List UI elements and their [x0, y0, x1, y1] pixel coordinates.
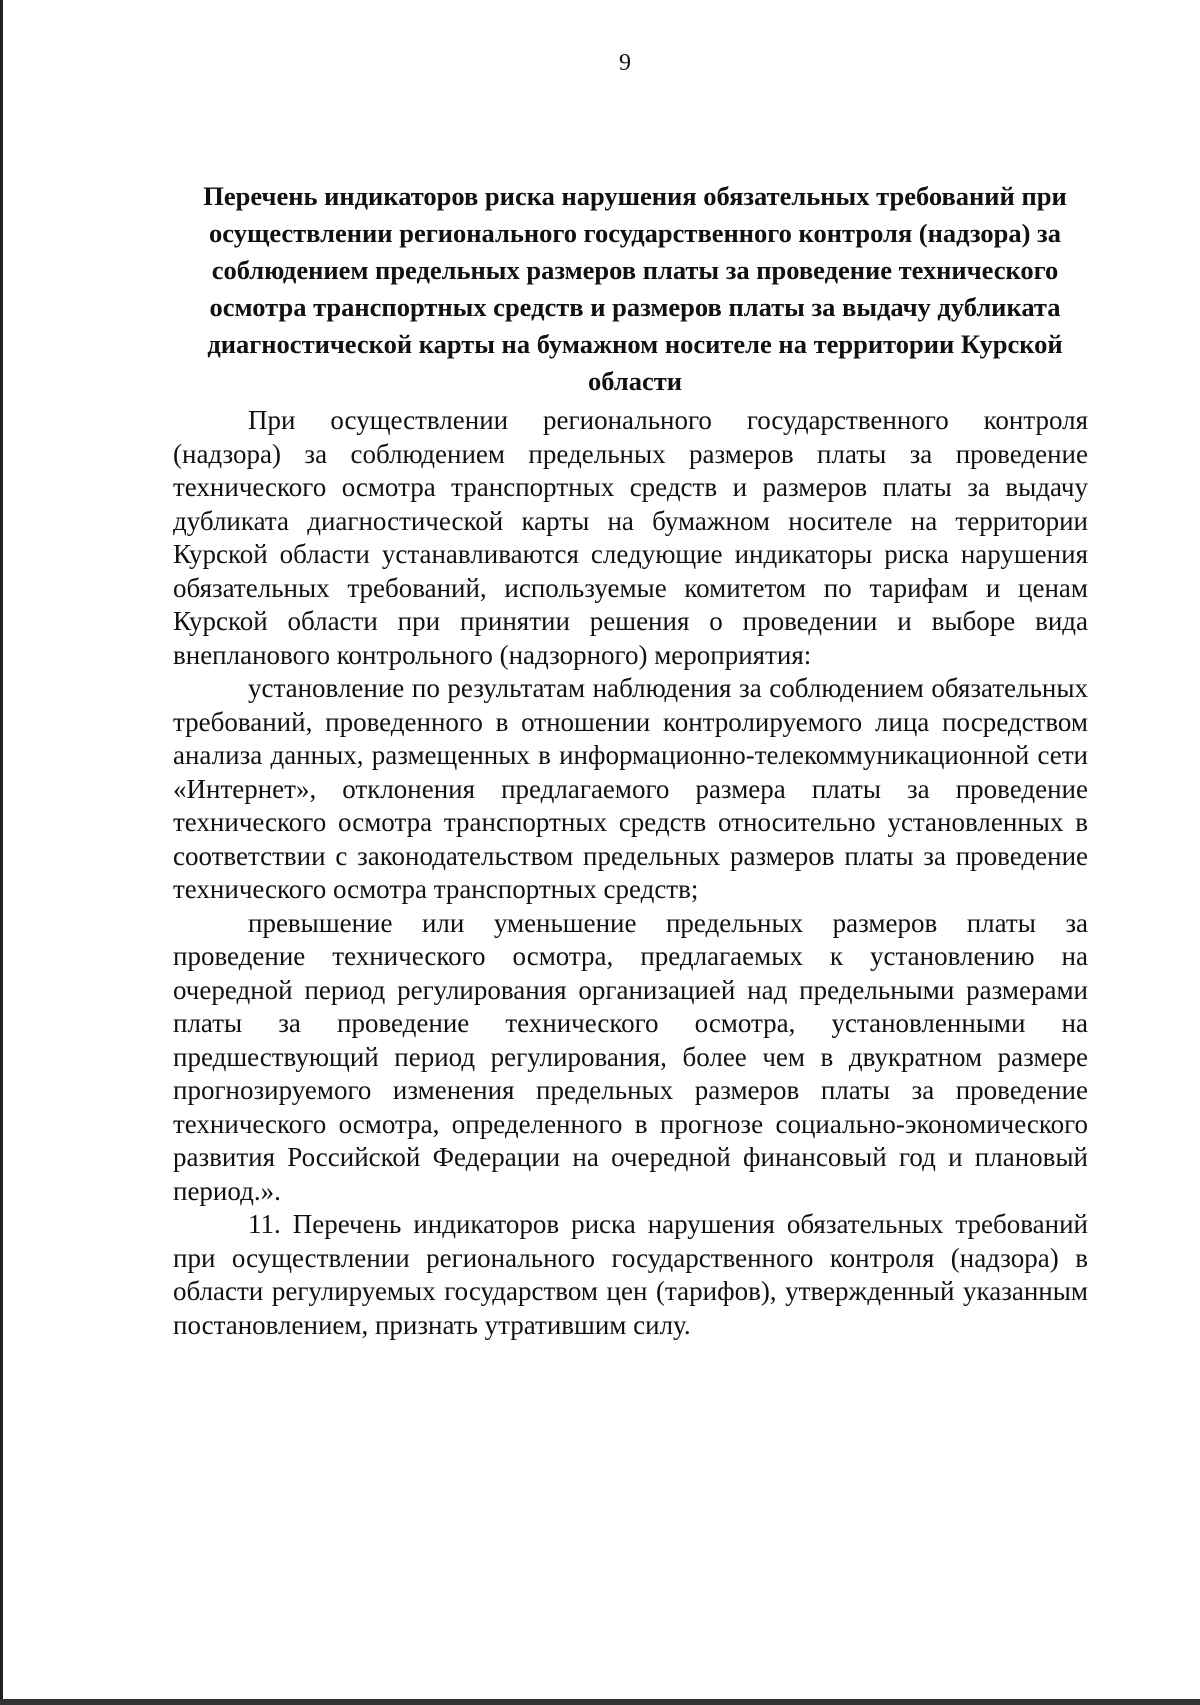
document-body [173, 404, 1088, 1342]
scan-edge-bottom [0, 1699, 1200, 1705]
document-title: Перечень индикаторов риска нарушения обязательных требований при осуществлении регионального государственного контроля (надзора) за соблюдением предельных размеров платы за проведение технического осмотра транспортных средств и размеров платы за выдачу дубликата диагностической карты на бумажном носителе на территории Курской области [203, 181, 1067, 396]
paragraph-intro: При осуществлении регионального государственного контроля (надзора) за соблюдением предельных размеров платы за проведение технического осмотра транспортных средств и размеров платы за выдачу дубликата диагностической карты на бумажном носителе на территории Курской области устанавливаются следующие индикаторы риска нарушения обязательных требований, используемые комитетом по тарифам и ценам Курской области при принятии решения о проведении и выборе вида внепланового контрольного (надзорного) мероприятия: [173, 405, 1088, 670]
page-number: 9 [619, 50, 631, 76]
paragraph-indicator-1: установление по результатам наблюдения за соблюдением обязательных требований, проведенного в отношении контролируемого лица посредством анализа данных, размещенных в информационно-телекоммуникационной сети «Интернет», отклонения предлагаемого размера платы за проведение технического осмотра транспортных средств относительно установленных в соответствии с законодательством предельных размеров платы за проведение технического осмотра транспортных средств; [173, 673, 1088, 904]
paragraph-indicator-2: превышение или уменьшение предельных размеров платы за проведение технического осмотра, предлагаемых к установлению на очередной период регулирования организацией над предельными размерами платы за проведение технического осмотра, установленными на предшествующий период регулирования, более чем в двукратном размере прогнозируемого изменения предельных размеров платы за проведение технического осмотра, определенного в прогнозе социально-экономического развития Российской Федерации на очередной финансовый год и плановый период.». [173, 907, 1088, 1206]
scan-edge-left [0, 0, 3, 1705]
paragraph-item-11: 11. Перечень индикаторов риска нарушения обязательных требований при осуществлении регионального государственного контроля (надзора) в области регулируемых государством цен (тарифов), утвержденный указанным постановлением, признать утратившим силу. [173, 1209, 1088, 1340]
